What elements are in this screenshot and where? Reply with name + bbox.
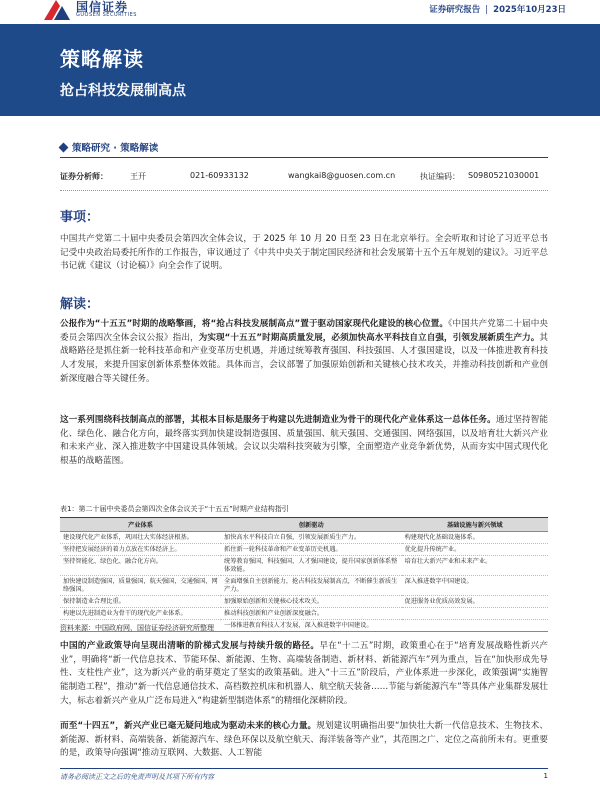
table-cell: 培育壮大新兴产业和未来产业。: [402, 556, 548, 576]
table-cell: 一体推进教育科技人才发展，深入推进数字中国建设。: [221, 620, 402, 632]
table-cell: 加快建设制造强国，质量强国，航天强国，交通强国，网络强国。: [60, 576, 221, 596]
brand-name-en: GUOSEN SECURITIES: [76, 12, 137, 18]
diamond-icon: [59, 142, 69, 152]
table-cell: 抓住新一轮科技革命和产业变革历史机遇。: [221, 544, 402, 556]
table-cell: 构建现代化基础设施体系。: [402, 532, 548, 544]
table-header: 创新驱动: [221, 518, 402, 532]
table-cell: 优化提升传统产业。: [402, 544, 548, 556]
report-meta: [429, 3, 566, 15]
table-cell: 保持制造业合理比重。: [60, 596, 221, 608]
p1-bold: 公报作为“十五五”时期的战略擎画，将“抢占科技发展制高点”置于驱动国家现代化建设的核心位置。: [60, 319, 449, 329]
table-source: 资料来源：中国政府网，国信证券经济研究所整理: [60, 624, 214, 632]
event-paragraph: 中国共产党第二十届中央委员会第四次全体会议，于 2025 年 10 月 20 日至 23 日在北京举行。全会听取和讨论了习近平总书记受中央政治局委托所作的工作报告，审议通过了《中共中央关于制定国民经济和社会发展第十五个五年规划的建议》。习近平总书记就《建议（讨论稿）》向全会作了说明。: [60, 234, 548, 272]
table-cell: 全面增强自主创新能力，抢占科技发展制高点，不断催生新质生产力。: [221, 576, 402, 596]
report-type: 证券研究报告: [429, 5, 481, 15]
divider-line: [60, 157, 548, 158]
report-subtitle: 抢占科技发展制高点: [60, 83, 186, 99]
table-cell: 促进服务业优质高效发展。: [402, 596, 548, 608]
analysis-heading: 解读：: [60, 297, 100, 312]
p3-rest: 早在“十二五”时期，政策重心在于“培育发展战略性新兴产业”，明确将“新一代信息技术、节能环保、新能源、生物、高端装备制造、新材料、新能源汽车”列为重点，旨在“加快形成先导性、支柱性产业”，这为新兴产业的萌芽奠定了坚实的政策基础。进入“十三五”阶段后，产业体系进一步深化，政策强调“实施智能制造工程”，推动“新一代信息通信技术、高档数控机床和机器人、航空航天装备……节能与新能源汽车”等具体产业集群发展壮大，标志着新兴产业从广泛布局进入“构建新型制造体系”的精细化深耕阶段。: [60, 641, 548, 706]
p4-bold: 而至“十四五”，新兴产业已毫无疑问地成为驱动未来的核心力量。: [60, 721, 317, 731]
logo-mark-icon: [42, 0, 72, 22]
table-row: [60, 556, 548, 576]
disclaimer-note: 请务必阅读正文之后的免责声明及其项下所有内容: [60, 773, 214, 781]
brand-logo: [42, 0, 162, 22]
page-number: 1: [543, 772, 548, 780]
p1-bold-2: 为实现“十五五”时期高质量发展，必须加快高水平科技自立自强，引领发展新质生产力。: [198, 332, 540, 343]
brand-name-cn: 国信证券: [76, 0, 129, 14]
p2-rest: 通过坚持智能化、绿色化、融合化方向，最终落实到加快建设制造强国、质量强国、航天强国、交通强国、网络强国，以及培育壮大新兴产业和未来产业、深入推进数字中国建设具体领域。会议以尖端科技突破为引擎，全面塑造产业竞争新优势，从而夯实中国式现代化根基的战略蓝图。: [60, 415, 548, 467]
table-row: [60, 596, 548, 608]
industry-table: [60, 517, 548, 632]
category-tag: [60, 140, 158, 154]
table-row: [60, 576, 548, 596]
p1-rest: 其战略路径是抓住新一轮科技革命和产业变革历史机遇，并通过统筹教育强国、科技强国、人才强国建设，以及一体推进教育科技人才发展，来提升国家创新体系整体效能。具体而言，会议部署了加强原始创新和关键核心技术攻关，并推动科技创新和产业创新深度融合等关键任务。: [60, 332, 548, 384]
analyst-label: 证券分析师：: [60, 172, 108, 181]
cert-label: 执证编码：: [420, 172, 460, 181]
analyst-phone: 021-60933132: [190, 171, 249, 180]
table-row: [60, 544, 548, 556]
table-row: [60, 532, 548, 544]
report-title: 策略解读: [60, 47, 144, 71]
top-header: [0, 0, 600, 24]
table-header-row: [60, 518, 548, 532]
table-cell: 深入推进数字中国建设。: [402, 576, 548, 596]
footer-divider: [60, 768, 548, 769]
table-cell: 推动科技创新和产业创新深度融合。: [221, 608, 402, 620]
table-cell: 构建以先进制造业为骨干的现代化产业体系。: [60, 608, 221, 620]
table-cell: 坚持智能化、绿色化、融合化方向。: [60, 556, 221, 576]
table-header: 产业体系: [60, 518, 221, 532]
p2-bold: 这一系列围绕科技制高点的部署，其根本目标是服务于构建以先进制造业为骨干的现代化产业体系这一总体任务。: [60, 415, 496, 425]
table-cell: 加强原始创新和关键核心技术攻关。: [221, 596, 402, 608]
analysis-paragraph-4: [60, 720, 548, 761]
p1-mid: 《中国共产党第二十届中央委员会第四次全体会议公报》指出，: [60, 319, 548, 343]
table-cell: [402, 620, 548, 632]
category-label: 策略研究 · 策略解读: [72, 143, 159, 154]
analyst-info: [60, 171, 548, 183]
table-header: 基础设施与新兴领域: [402, 518, 548, 532]
event-heading: 事项：: [60, 210, 100, 225]
report-date: 2025年10月23日: [493, 5, 566, 15]
divider: |: [485, 5, 489, 15]
analysis-paragraph-1: [60, 318, 548, 387]
table-cell: 加快高水平科技自立自强，引领发展新质生产力。: [221, 532, 402, 544]
table-caption: 表1：第二十届中央委员会第四次全体会议关于“十五五”时期产业结构指引: [60, 505, 289, 513]
p4-rest: 规划建议明确指出要“加快壮大新一代信息技术、生物技术、新能源、新材料、高端装备、新能源汽车、绿色环保以及航空航天、海洋装备等产业”，其范围之广、定位之高前所未有。更重要的是，政策导向强调“推动互联网、大数据、人工智能: [60, 721, 548, 759]
analysis-paragraph-2: [60, 414, 548, 469]
analysis-paragraph-3: [60, 640, 548, 709]
analyst-name: 王开: [130, 172, 146, 181]
p3-bold: 中国的产业政策导向呈现出清晰的阶梯式发展与持续升级的路径。: [60, 641, 320, 651]
divider-line: [60, 190, 548, 191]
analyst-email[interactable]: wangkai8@guosen.com.cn: [288, 171, 396, 180]
cert-number: S0980521030001: [468, 171, 540, 180]
table-cell: 坚持把发展经济的着力点放在实体经济上。: [60, 544, 221, 556]
table-cell: [402, 608, 548, 620]
table-row: [60, 608, 548, 620]
table-cell: 统筹教育强国，科技强国，人才强国建设，提升国家创新体系整体效能。: [221, 556, 402, 576]
table-cell: 建设现代化产业体系，巩固壮大实体经济根基。: [60, 532, 221, 544]
title-banner: [0, 24, 600, 116]
